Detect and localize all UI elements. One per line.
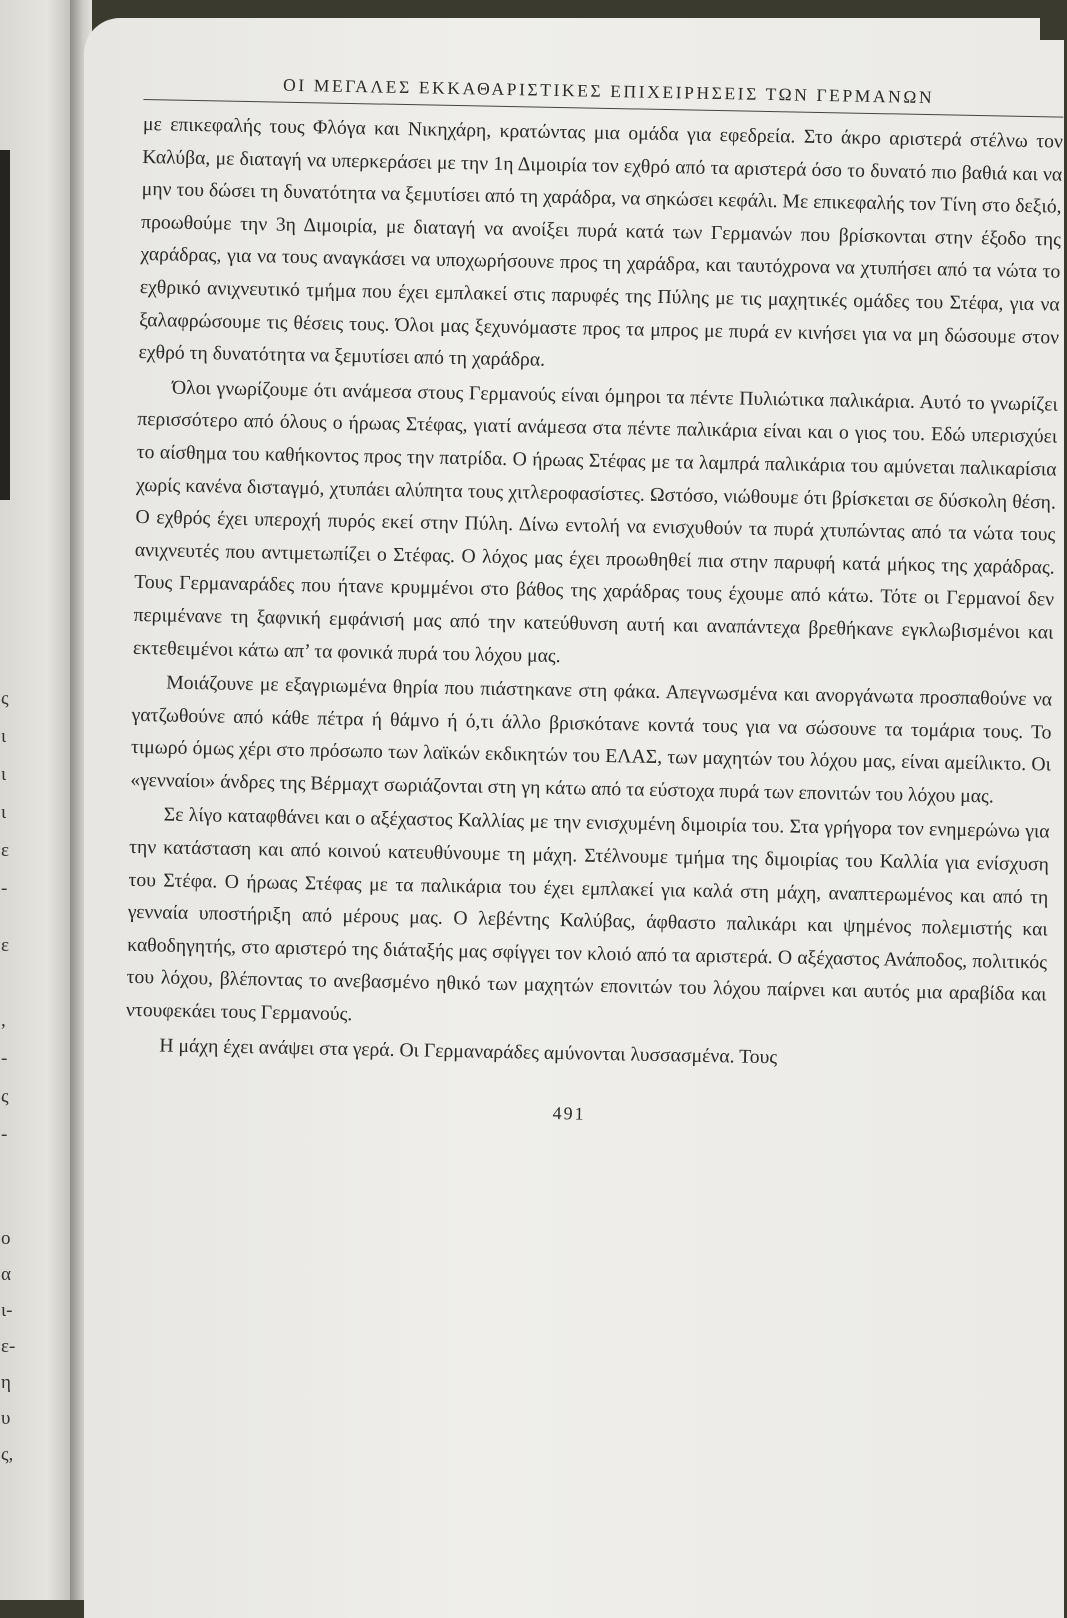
running-header: ΟΙ ΜΕΓΑΛΕΣ ΕΚΚΑΘΑΡΙΣΤΙΚΕΣ ΕΠΙΧΕΙΡΗΣΕΙΣ ΤΩΝ ΓΕΡΜΑΝΩΝ [282,74,935,108]
left-fragment: - [1,878,8,899]
left-page-text-fragments [0,0,20,1600]
left-fragment: α [1,1264,11,1285]
left-fragment: ι [1,802,7,823]
page-number: 491 [552,1103,586,1124]
left-fragment: υ [1,1408,11,1429]
left-page-edge [0,0,78,1600]
left-fragment: ι- [1,1300,13,1321]
left-fragment: ε [1,935,9,956]
left-fragment: ε [1,840,9,861]
paragraph: Μοιάζουνε με εξαγριωμένα θηρία που πιάστηκανε στη φάκα. Απεγνωσμένα και ανοργάνωτα προσπαθούνε να γατζωθούνε από κάθε πέτρα ή θάμνο ή ό,τι άλλο βρισκότανε κοντά τους για να σώσουνε τα τομάρια τους. Το τιμωρό όμως χέρι στο πρόσωπο των λαϊκών εκδικητών του ΕΛΑΣ, των μαχητών του λόχου μας, είναι αμείλικτο. Οι «γενναίοι» άνδρες της Βέρμαχτ σωριάζονται στη γη κάτω από τα εύστοχα πυρά των επονιτών του λόχου μας. [130,671,1053,808]
left-fragment: ς [1,1086,9,1107]
left-fragment: - [1,1048,8,1069]
book-page [84,18,1064,1618]
paragraph: Όλοι γνωρίζουμε ότι ανάμεσα στους Γερμανούς είναι όμηροι τα πέντε Πυλιώτικα παλικάρια. Αυτό το γνωρίζει περισσότερο από όλους ο ήρωας Στέφας, γιατί ανάμεσα στα πέντε παλικάρια είναι και ο γιος του. Εδώ υπερισχύει το αίσθημα του καθήκοντος προς την πατρίδα. Ο ήρωας Στέφας με τα λαμπρά παλικάρια του αμύνεται παλικαρίσια χωρίς κανένα δισταγμό, χτυπάει αλύπητα τους χιτλεροφασίστες. Ωστόσο, νιώθουμε ότι βρίσκεται σε δύσκολη θέση. Ο εχθρός έχει υπεροχή πυρός εκεί στην Πύλη. Δίνω εντολή να ενισχυθούν τα πυρά χτυπώντας από τα νώτα τους ανιχνευτές που αντιμετωπίζει ο Στέφας. Ο λόχος μας έχει προωθηθεί πια στην παρυφή κατά μήκος της χαράδρας. Τους Γερμαναράδες που ήτανε κρυμμένοι στο βάθος της χαράδρας τους έχουμε από κάτω. Τότε οι Γερμανοί δεν περιμένανε τη ξαφνική εμφάνισή μας από την κατεύθυνση αυτή και αναπάντεχα βρεθήκανε εγκλωβισμένοι και εκτεθειμένοι κάτω απ’ τα φονικά πυρά του λόχου μας. [132,376,1058,667]
left-fragment: ς [1,688,9,709]
paragraph: Σε λίγο καταφθάνει και ο αξέχαστος Καλλίας με την ενισχυμένη διμοιρία του. Στα γρήγορα τον ενημερώνω για την κατάσταση και από κοινού κατευθύνουμε τη μάχη. Στέλνουμε τμήμα της διμοιρίας του Καλλία για ενίσχυση του Στέφα. Ο ήρωας Στέφας με τα παλικάρια του έχει εμπλακεί για καλά στη μάχη, αναπτερωμένος και από τη γενναία υποστήριξη από μέρους μας. Ο λεβέντης Καλύβας, άφθαστο παλικάρι και ψημένος πολεμιστής και καθοδηγητής, στο αριστερό της διάταξής μας σφίγγει τον κλοιό από τα αριστερά. Ο αξέχαστος Ανάποδος, πολιτικός του λόχου, βλέποντας το ανεβασμένο ηθικό των μαχητών επονιτών του λόχου παίρνει και αυτός μια αραβίδα και ντουφεκάει τους Γερμανούς. [125,803,1050,1026]
left-fragment: ο [1,1228,11,1249]
left-fragment: ι [1,764,7,785]
left-fragment: η [1,1372,11,1393]
left-fragment: ε- [1,1336,16,1357]
background-strip [1040,0,1067,40]
left-fragment: ς, [1,1444,14,1465]
left-fragment: , [1,1010,6,1031]
paragraph: με επικεφαλής τους Φλόγα και Νικηχάρη, κρατώντας μια ομάδα για εφεδρεία. Στο άκρο αριστερά στέλνω τον Καλύβα, με διαταγή να υπερκεράσει με την 1η Διμοιρία τον εχθρό από τα αριστερά όσο το δυνατό πιο βαθιά και να μην του δώσει τη δυνατότητα να ξεμυτίσει από τη χαράδρα, να σηκώσει κεφάλι. Με επικεφαλής τον Τίνη στο δεξιό, προωθούμε την 3η Διμοιρία, με διαταγή να ανοίξει πυρά κατά των Γερμανών που βρίσκονται στην έξοδο της χαράδρας, για να τους αναγκάσει να υποχωρήσουνε προς τη χαράδρα, και ταυτόχρονα να χτυπήσει από τα νώτα το εχθρικό ανιχνευτικό τμήμα που έχει εμπλακεί στις παρυφές της Πύλης με τις μαχητικές ομάδες του Στέφα, για να ξαλαφρώσουμε τις θέσεις τους. Όλοι μας ξεχυνόμαστε προς τα μπρος με πυρά εν κινήσει για να μη δώσουμε στον εχθρό τη δυνατότητα να ξεμυτίσει από τη χαράδρα. [138,112,1064,371]
left-fragment: ι [1,726,7,747]
paragraph: Η μάχη έχει ανάψει στα γερά. Οι Γερμαναράδες αμύνονται λυσσασμένα. Τους [159,1034,778,1068]
page-text-block [124,72,1064,1134]
left-fragment: - [1,1124,8,1145]
